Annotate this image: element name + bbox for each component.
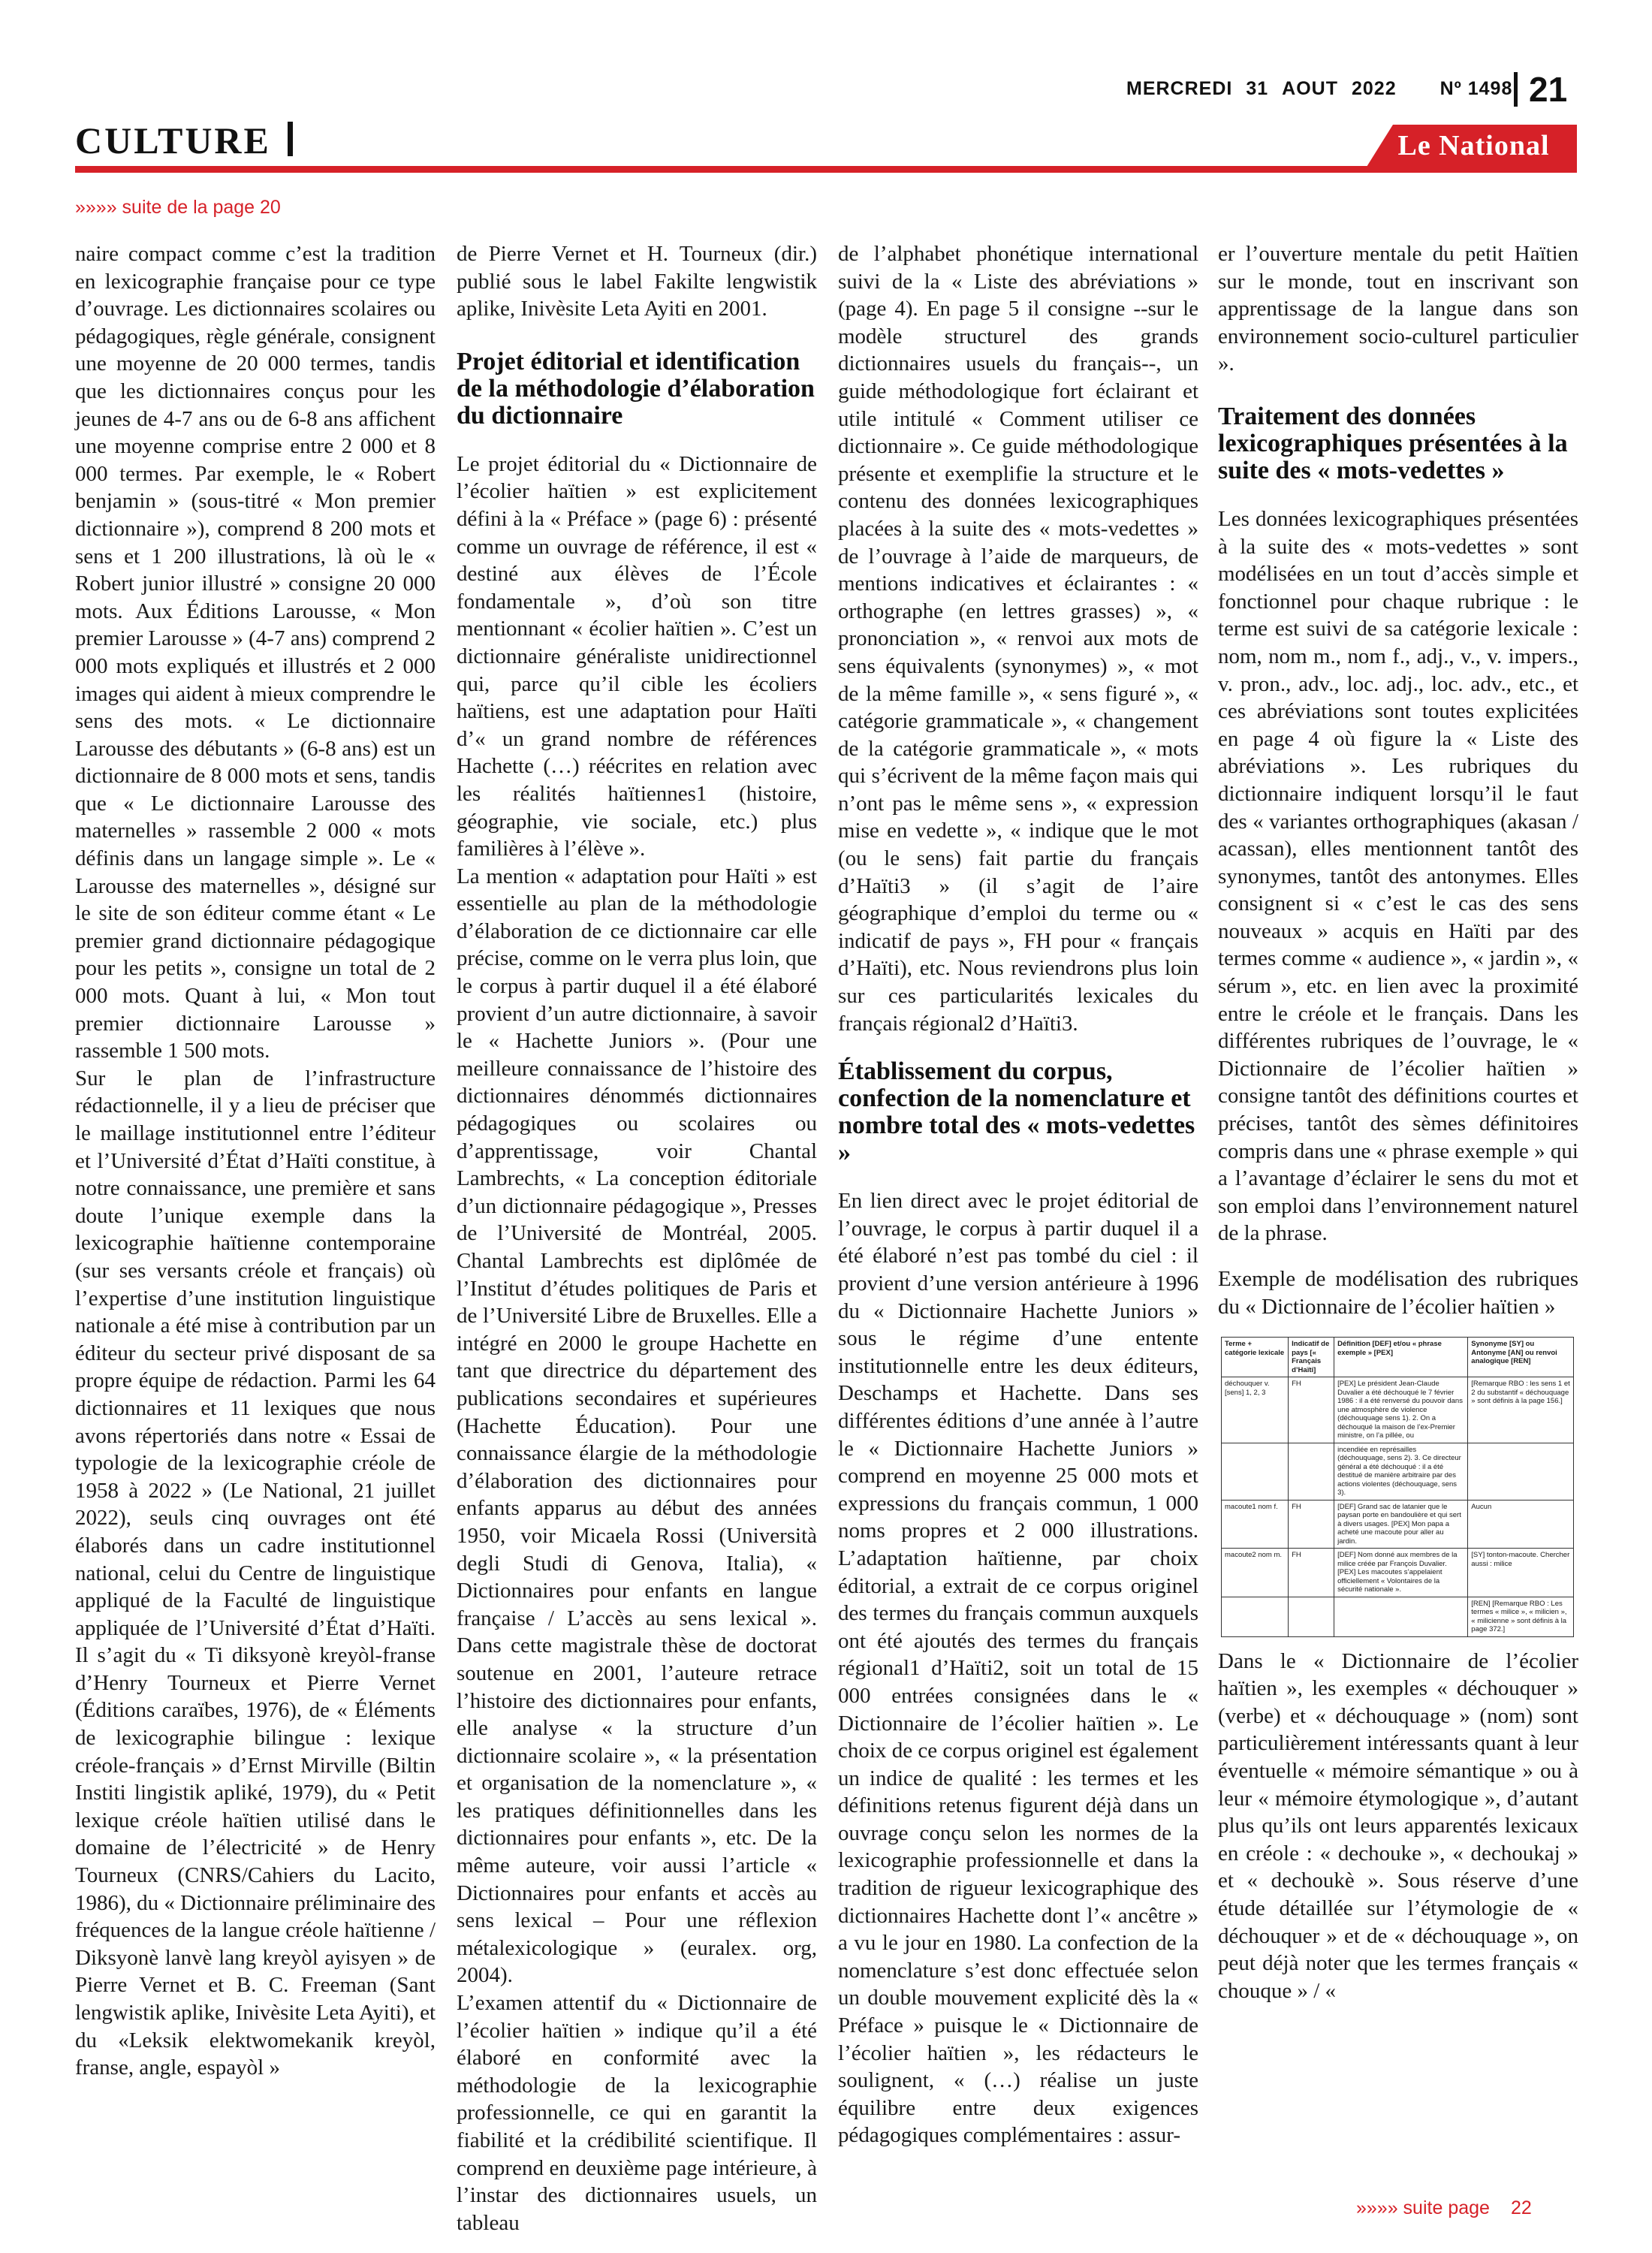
- table-header: Définition [DEF] et/ou « phrase exemple » [PEX]: [1334, 1338, 1468, 1377]
- subheading: Établissement du corpus, confection de la nomenclature et nombre total des « mots-vedettes »: [838, 1057, 1195, 1167]
- table-cell: [1289, 1597, 1334, 1636]
- table-row: [1222, 1597, 1574, 1636]
- table-cell: déchouquer v. [sens] 1, 2, 3: [1222, 1377, 1289, 1443]
- table-cell: [SY] tonton-macoute. Chercher aussi : milice: [1468, 1549, 1574, 1597]
- date-number: 31: [1246, 78, 1269, 99]
- table-cell: macoute1 nom f.: [1222, 1500, 1289, 1549]
- article-column-4: [1218, 240, 1578, 2004]
- table-cell: macoute2 nom m.: [1222, 1549, 1289, 1597]
- issue-date: [1126, 78, 1526, 100]
- subheading: Traitement des données lexicographiques présentées à la suite des « mots-vedettes »: [1218, 402, 1568, 484]
- paragraph: La mention « adaptation pour Haïti » est essentielle au plan de la méthodologie d’élaboration de ce dictionnaire car elle précise, comme on le verra plus loin, que le corpus à partir duquel il a été élaboré provient d’un autre dictionnaire, à savoir le « Hachette Juniors ». (Pour une meilleure connaissance de l’histoire des dictionnaires dénommés dictionnaires pédagogiques ou scolaires ou d’apprentissage, voir Chantal Lambrechts, « La conception éditoriale d’un dictionnaire pédagogique », Presses de l’Université de Montréal, 2005. Chantal Lambrechts est diplômée de l’Institut d’études politiques de Paris et de l’Université Libre de Bruxelles. Elle a intégré en 2000 le groupe Hachette en tant que directrice du département des publications secondaires et supérieures (Hachette Éducation). Pour une connaissance élargie de la méthodologie d’élaboration des dictionnaires pour enfants apparus au début des années 1950, voir Micaela Rossi (Università degli Studi di Genova, Italia), « Dictionnaires pour enfants en langue française / L’accès au sens lexical ». Dans cette magistrale thèse de doctorat soutenue en 2001, l’auteure retrace l’histoire des dictionnaires pour enfants, elle analyse « la structure d’un dictionnaire scolaire », « la présentation et organisation de la nomenclature », « les pratiques définitionnelles dans les dictionnaires pour enfants », etc. De la même auteure, voir aussi l’article « Dictionnaires pour enfants et accès au sens lexical – Pour une réflexion métalexicologique » (euralex. org, 2004).: [457, 864, 817, 1988]
- continued-to-label: »»»» suite page: [1356, 2197, 1490, 2218]
- table-header-row: [1222, 1338, 1574, 1377]
- article-column-2: [457, 240, 817, 2236]
- paragraph: de Pierre Vernet et H. Tourneux (dir.) publié sous le label Fakilte lengwistik aplike, Inivèsite Leta Ayiti en 2001.: [457, 242, 817, 321]
- table-cell: [REN] [Remarque RBO : Les termes « milice », « milicien », « milicienne » sont définis à la page 372.]: [1468, 1597, 1574, 1636]
- issue-number: Nº 1498: [1439, 78, 1513, 99]
- table-cell: [DEF] Nom donné aux membres de la milice créée par François Duvalier. [PEX] Les macoutes s’appelaient officiellement « Volontaires de la sécurité nationale ».: [1334, 1549, 1468, 1597]
- article-column-3: [838, 240, 1198, 2149]
- subheading: Projet éditorial et identification de la méthodologie d’élaboration du dictionnaire: [457, 347, 815, 430]
- table-row: [1222, 1549, 1574, 1597]
- table-cell: [1468, 1443, 1574, 1500]
- table-header: Indicatif de pays [« Français d’Haïti]: [1289, 1338, 1334, 1377]
- paragraph: de l’alphabet phonétique international suivi de la « Liste des abréviations » (page 4). En page 5 il consigne --sur le modèle structurel des grands dictionnaires usuels du français--, un guide méthodologique fort éclairant et utile intitulé « Comment utiliser ce dictionnaire ». Ce guide méthodologique présente et exemplifie la structure et le contenu des données lexicographiques placées à la suite des « mots-vedettes » de l’ouvrage à l’aide de marqueurs, de mentions indicatives et éclairantes : « orthographe (en lettres grasses) », « prononciation », « renvoi aux mots de sens équivalents (synonymes) », « mot de la même famille », « sens figuré », « catégorie grammaticale », « changement de la catégorie grammaticale », « mots qui s’écrivent de la même façon mais qui n’ont pas le même sens », « expression mise en vedette », « indique que le mot (ou le sens) fait partie du français d’Haïti3 » (il s’agit de l’aire géographique d’emploi du terme ou « indicatif de pays », FH pour « français d’Haïti), etc. Nous reviendrons plus loin sur ces particularités lexicales du français régional2 d’Haïti3.: [838, 242, 1198, 1036]
- paragraph: L’examen attentif du « Dictionnaire de l’écolier haïtien » indique qu’il a été élaboré en conformité avec la méthodologie de la lexicographie professionnelle, ce qui en garantit la fiabilité et la crédibilité scientifique. Il comprend en deuxième page intérieure, à l’instar des dictionnaires usuels, un tableau: [457, 1991, 817, 2235]
- date-day: MERCREDI: [1126, 78, 1233, 99]
- table-cell: FH: [1289, 1500, 1334, 1549]
- section-separator: [288, 122, 293, 156]
- paragraph: Le projet éditorial du « Dictionnaire de l’écolier haïtien » est explicitement défini à la « Préface » (page 6) : présenté comme un ouvrage de référence, il est « destiné aux élèves de l’École fondamentale », d’où son titre mentionnant « écolier haïtien ». C’est un dictionnaire généraliste unidirectionnel qui, parce qu’il cible les écoliers haïtiens, est une adaptation pour Haïti d’« un grand nombre de références Hachette (…) réécrites en relation avec les réalités haïtiennes1 (histoire, géographie, vie sociale, etc.) plus familières à l’élève ».: [457, 451, 817, 861]
- table-cell: Aucun: [1468, 1500, 1574, 1549]
- paragraph: En lien direct avec le projet éditorial de l’ouvrage, le corpus à partir duquel il a été élaboré n’est pas tombé du ciel : il provient d’une version antérieure à 1996 du « Dictionnaire Hachette Juniors » sous le régime d’une entente institutionnelle entre les deux éditeurs, Deschamps et Hachette. Dans ses différentes éditions d’une année à l’autre le « Dictionnaire Hachette Juniors » comprend en moyenne 25 000 mots et expressions du français commun, 1 000 noms propres et 2 000 illustrations. L’adaptation haïtienne, par choix éditorial, a extrait de ce corpus originel des termes du français commun auxquels ont été ajoutés des termes du français régional1 d’Haïti2, soit un total de 15 000 entrées consignées dans le « Dictionnaire de l’écolier haïtien ». Le choix de ce corpus originel est également un indice de qualité : les termes et les définitions retenus figurent déjà dans un ouvrage conçu selon les normes de la lexicographie professionnelle et dans la tradition de rigueur lexicographique des dictionnaires Hachette dont l’« ancêtre » a vu le jour en 1980. La confection de la nomenclature s’est donc effectuée selon un double mouvement explicité dès la « Préface » puisque le « Dictionnaire de l’écolier haïtien », les rédacteurs le soulignent, « (…) réalise un juste équilibre entre deux exigences pédagogiques complémentaires : assur-: [838, 1189, 1198, 2148]
- table-row: [1222, 1377, 1574, 1443]
- header-separator: [1514, 72, 1518, 107]
- table-cell: [1334, 1597, 1468, 1636]
- paragraph: Dans le « Dictionnaire de l’écolier haïtien », les exemples « déchouquer » (verbe) et « déchouquage » (nom) sont particulièrement intéressants quant à leur éventuelle « mémoire sémantique » ou à leur « mémoire étymologique », d’autant plus qu’ils ont leurs apparentés lexicaux en créole : « dechouke », « dechoukaj » et « dechoukè ». Sous réserve d’une étude détaillée sur l’étymologie de « déchouquer » et de « déchouquage », on peut déjà noter que les termes français « chouque » / «: [1218, 1648, 1578, 2003]
- section-title: CULTURE: [75, 119, 271, 161]
- table-cell: FH: [1289, 1377, 1334, 1443]
- paragraph: naire compact comme c’est la tradition en lexicographie française pour ce type d’ouvrage. Les dictionnaires scolaires ou pédagogiques, règle générale, consignent une moyenne de 20 000 termes, tandis que les dictionnaires conçus pour les jeunes de 4-7 ans ou de 6-8 ans affichent une moyenne comprise entre 2 000 et 8 000 termes. Par exemple, le « Robert benjamin » (sous-titré « Mon premier dictionnaire »), comprend 8 200 mots et sens et 1 200 illustrations, là où le « Robert junior illustré » consigne 20 000 mots. Aux Éditions Larousse, « Mon premier Larousse » (4-7 ans) comprend 2 000 mots expliqués et illustrés et 2 000 images qui aident à mieux comprendre le sens des mots. « Le dictionnaire Larousse des débutants » (6-8 ans) est un dictionnaire de 8 000 mots et sens, tandis que « Le dictionnaire Larousse des maternelles » rassemble 2 000 « mots définis dans un langage simple ». Le « Larousse des maternelles », désigné sur le site de son éditeur comme étant « Le premier grand dictionnaire pédagogique pour les petits », consigne un total de 2 000 mots. Quant à lui, « Mon tout premier dictionnaire Larousse » rassemble 1 500 mots.: [75, 242, 436, 1063]
- table-cell: [Remarque RBO : les sens 1 et 2 du substantif « déchouquage » sont définis à la page 156.]: [1468, 1377, 1574, 1443]
- paragraph: er l’ouverture mentale du petit Haïtien sur le monde, tout en inscrivant son apprentissage de la langue dans son environnement socio-culturel particulier ».: [1218, 242, 1578, 376]
- continued-from: »»»» suite de la page 20: [75, 197, 281, 218]
- table-header: Synonyme [SY] ou Antonyme [AN] ou renvoi analogique [REN]: [1468, 1338, 1574, 1377]
- table-cell: [PEX] Le président Jean-Claude Duvalier a été déchouqué le 7 février 1986 : il a été renversé du pouvoir dans une atmosphère de violence (déchouquage sens 1). 2. On a déchouqué la maison de l’ex-Premier ministre, on l’a pillée, ou: [1334, 1377, 1468, 1443]
- lexicographic-table: [1221, 1337, 1574, 1637]
- table-cell: incendiée en représailles (déchouquage, sens 2). 3. Ce directeur général a été déchouqué : il a été destitué de manière arbitraire par des actions violentes (déchouquage, sens 3).: [1334, 1443, 1468, 1500]
- table-row: [1222, 1500, 1574, 1549]
- table-cell: FH: [1289, 1549, 1334, 1597]
- paragraph: Les données lexicographiques présentées à la suite des « mots-vedettes » sont modélisées en un tout d’accès simple et fonctionnel pour chaque rubrique : le terme est suivi de sa catégorie lexicale : nom, nom m., nom f., adj., v., v. impers., v. pron., adv., loc. adj., loc. adv., etc., et ces abréviations sont toutes explicitées en page 4 où figure la « Liste des abréviations ». Les rubriques du dictionnaire indiquent lorsqu’il le faut des « variantes orthographiques (akasan / acassan), elles mentionnent tantôt des synonymes, tantôt des antonymes. Elles consignent si « c’est le cas des sens nouveaux » acquis en Haïti par des termes comme « audience », « jardin », « sérum », etc. en lien avec la proximité entre le créole et le français. Dans les différentes rubriques de l’ouvrage, le « Dictionnaire de l’écolier haïtien » consigne tantôt des définitions courtes et précises, tantôt des sèmes définitoires compris dans une « phrase exemple » qui a l’avantage d’éclairer le sens du mot et son emploi dans l’environnement naturel de la phrase.: [1218, 506, 1578, 1246]
- table-header: Terme + catégorie lexicale: [1222, 1338, 1289, 1377]
- continued-to: [1356, 2197, 1532, 2219]
- paragraph: Sur le plan de l’infrastructure rédactionnelle, il y a lieu de préciser que le maillage institutionnel entre l’éditeur et l’Université d’État d’Haïti constitue, à notre connaissance, une première et sans doute l’unique exemple dans la lexicographie haïtienne contemporaine (sur ses versants créole et français) où l’expertise d’une institution linguistique nationale a été mise à contribution par un éditeur du secteur privé disposant de sa propre équipe de rédaction. Parmi les 64 dictionnaires et 11 lexiques que nous avons répertoriés dans notre « Essai de typologie de la lexicographie créole de 1958 à 2022 » (Le National, 21 juillet 2022), seuls cinq ouvrages ont été élaborés dans un cadre institutionnel national, celui du Centre de linguistique appliqué de la Faculté de linguistique appliquée de l’Université d’État d’Haïti. Il s’agit du « Ti diksyonè kreyòl-franse d’Henry Tourneux et Pierre Vernet (Éditions caraïbes, 1976), de « Éléments de lexicographie bilingue : lexique créole-français » d’Ernst Mirville (Biltin Institi lingistik apliké, 1979), du « Petit lexique créole haïtien utilisé dans le domaine de l’électricité » de Henry Tourneux (CNRS/Cahiers du Lacito, 1986), du « Dictionnaire préliminaire des fréquences de la langue créole haïtienne / Diksyonè lanvè lang kreyòl ayisyen » de Pierre Vernet et B. C. Freeman (Sant lengwistik aplike, Inivèsite Leta Ayiti), et du «Leksik elektwomekanik kreyòl, franse, angle, espayòl »: [75, 1066, 436, 2080]
- table-row: [1222, 1443, 1574, 1500]
- page-number: 21: [1529, 70, 1568, 109]
- newspaper-brand: Le National: [1397, 130, 1550, 161]
- header-rule: [75, 166, 1577, 173]
- table-cell: [1222, 1443, 1289, 1500]
- table-cell: [DEF] Grand sac de latanier que le paysan porte en bandoulière et qui sert à divers usages. [PEX] Mon papa a acheté une macoute pour aller au jardin.: [1334, 1500, 1468, 1549]
- date-month: AOUT: [1282, 78, 1338, 99]
- article-column-1: [75, 240, 436, 2082]
- date-year: 2022: [1351, 78, 1397, 99]
- paragraph: Exemple de modélisation des rubriques du « Dictionnaire de l’écolier haïtien »: [1218, 1267, 1578, 1319]
- table-cell: [1289, 1443, 1334, 1500]
- continued-to-page: 22: [1510, 2197, 1532, 2218]
- table-cell: [1222, 1597, 1289, 1636]
